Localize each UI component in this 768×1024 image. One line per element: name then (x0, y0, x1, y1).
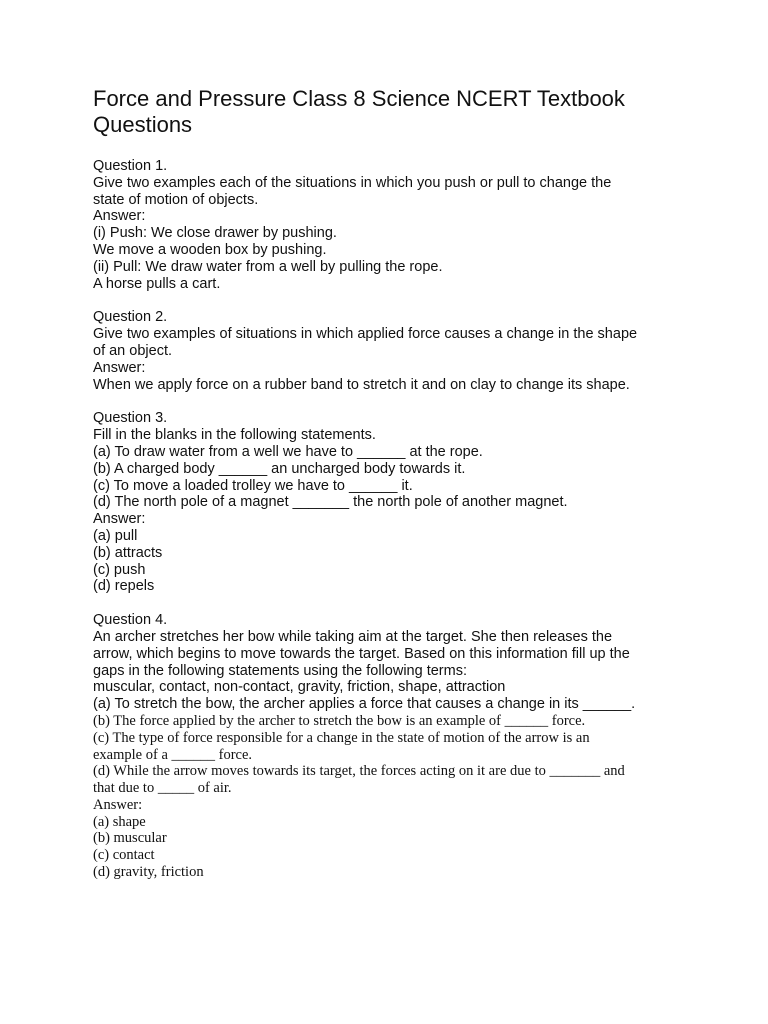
answer-line: (a) pull (93, 527, 138, 544)
answer-line: We move a wooden box by pushing. (93, 241, 327, 258)
question-heading: Question 3. (93, 410, 168, 427)
question-text-line: (b) A charged body ______ an uncharged body towards it. (93, 460, 466, 477)
answer-label: Answer: (93, 359, 146, 376)
question-text-line: (c) The type of force responsible for a change in the state of motion of the arrow is an (93, 729, 590, 746)
question-text-line: (c) To move a loaded trolley we have to ______ it. (93, 477, 413, 494)
answer-line: (b) muscular (93, 830, 167, 847)
question-text-line: Fill in the blanks in the following statements. (93, 427, 376, 444)
answer-label: Answer: (93, 796, 143, 813)
answer-line: (i) Push: We close drawer by pushing. (93, 225, 337, 242)
question-3 (93, 410, 708, 595)
answer-line: (ii) Pull: We draw water from a well by pulling the rope. (93, 258, 443, 275)
answer-line: (a) shape (93, 813, 146, 830)
answer-line: (c) contact (93, 847, 155, 864)
question-heading: Question 1. (93, 158, 168, 174)
question-heading: Question 4. (93, 612, 168, 629)
question-text-line: gaps in the following statements using the following terms: (93, 662, 467, 679)
question-text-line: of an object. (93, 342, 172, 359)
document-title: Force and Pressure Class 8 Science NCERT Textbook Questions (93, 86, 625, 137)
question-text-line: muscular, contact, non-contact, gravity, friction, shape, attraction (93, 679, 506, 696)
question-text-line: (d) While the arrow moves towards its target, the forces acting on it are due to _______ and (93, 763, 625, 780)
question-1 (93, 158, 708, 292)
question-text-line: (a) To stretch the bow, the archer applies a force that causes a change in its ______. (93, 696, 636, 713)
answer-line: When we apply force on a rubber band to stretch it and on clay to change its shape. (93, 376, 630, 393)
question-text-line: (b) The force applied by the archer to stretch the bow is an example of ______ force. (93, 712, 586, 729)
answer-label: Answer: (93, 511, 146, 528)
question-text-line: An archer stretches her bow while taking aim at the target. She then releases the (93, 628, 613, 645)
answer-line: (b) attracts (93, 544, 163, 561)
question-text-line: (d) The north pole of a magnet _______ the north pole of another magnet. (93, 494, 568, 511)
question-2 (93, 309, 708, 393)
answer-line: (d) repels (93, 578, 155, 595)
answer-line: (d) gravity, friction (93, 864, 204, 881)
question-heading: Question 2. (93, 309, 168, 326)
answer-label: Answer: (93, 208, 146, 225)
question-text-line: (a) To draw water from a well we have to ______ at the rope. (93, 443, 483, 460)
question-text-line: that due to _____ of air. (93, 780, 232, 797)
answer-line: A horse pulls a cart. (93, 275, 221, 292)
question-text-line: state of motion of objects. (93, 191, 259, 208)
answer-line: (c) push (93, 561, 146, 578)
question-4 (93, 612, 708, 881)
question-text-line: Give two examples each of the situations in which you push or pull to change the (93, 174, 612, 191)
question-text-line: example of a ______ force. (93, 746, 253, 763)
question-text-line: Give two examples of situations in which applied force causes a change in the shape (93, 326, 638, 343)
question-text-line: arrow, which begins to move towards the target. Based on this information fill up the (93, 645, 630, 662)
